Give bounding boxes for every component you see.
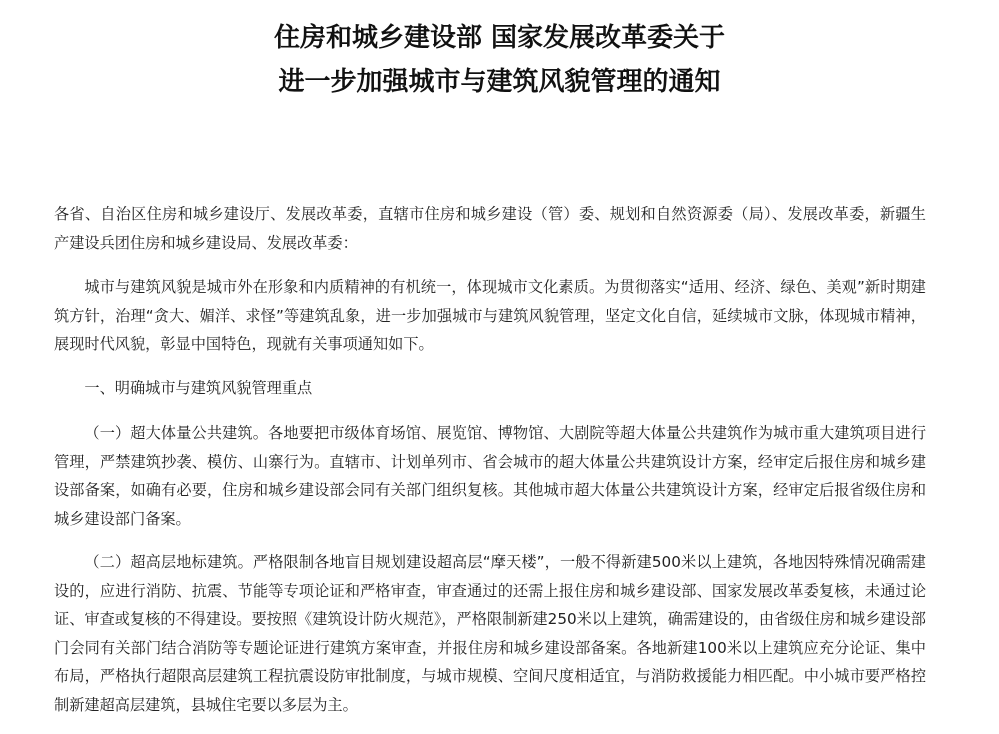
section-heading-1: 一、明确城市与建筑风貌管理重点 <box>84 378 313 397</box>
paragraph-item-2: （二）超高层地标建筑。严格限制各地盲目规划建设超高层“摩天楼”，一般不得新建500米以上建筑，各地因特殊情况确需建设的，应进行消防、抗震、节能等专项论证和严格审查，审查通过的还需上报住房和城乡建设部、国家发展改革委复核，未通过论证、审查或复核的不得建设。要按照《建筑设计防火规范》，严格限制新建250米以上建筑，确需建设的，由省级住房和城乡建设部门会同有关部门结合消防等专题论证进行建筑方案审查，并报住房和城乡建设部备案。各地新建100米以上建筑应充分论证、集中布局，严格执行超限高层建筑工程抗震设防审批制度，与城市规模、空间尺度相适宜，与消防救援能力相匹配。中小城市要严格控制新建超高层建筑，县城住宅要以多层为主。 <box>54 553 926 714</box>
intro-paragraph: 城市与建筑风貌是城市外在形象和内质精神的有机统一，体现城市文化素质。为贯彻落实“适用、经济、绿色、美观”新时期建筑方针，治理“贪大、媚洋、求怪”等建筑乱象，进一步加强城市与建筑风貌管理，坚定文化自信，延续城市文脉，体现城市精神，展现时代风貌，彰显中国特色，现就有关事项通知如下。 <box>54 278 926 353</box>
document-body <box>54 200 926 734</box>
title-line-2: 进一步加强城市与建筑风貌管理的通知 <box>278 67 721 97</box>
paragraph-item-1: （一）超大体量公共建筑。各地要把市级体育场馆、展览馆、博物馆、大剧院等超大体量公共建筑作为城市重大建筑项目进行管理，严禁建筑抄袭、模仿、山寨行为。直辖市、计划单列市、省会城市的超大体量公共建筑设计方案，经审定后报住房和城乡建设部备案，如确有必要，住房和城乡建设部会同有关部门组织复核。其他城市超大体量公共建筑设计方案，经审定后报省级住房和城乡建设部门备案。 <box>54 424 926 528</box>
title-line-1: 住房和城乡建设部 国家发展改革委关于 <box>273 23 726 53</box>
salutation: 各省、自治区住房和城乡建设厅、发展改革委，直辖市住房和城乡建设（管）委、规划和自然资源委（局）、发展改革委，新疆生产建设兵团住房和城乡建设局、发展改革委： <box>54 205 926 252</box>
document-title <box>0 16 999 104</box>
